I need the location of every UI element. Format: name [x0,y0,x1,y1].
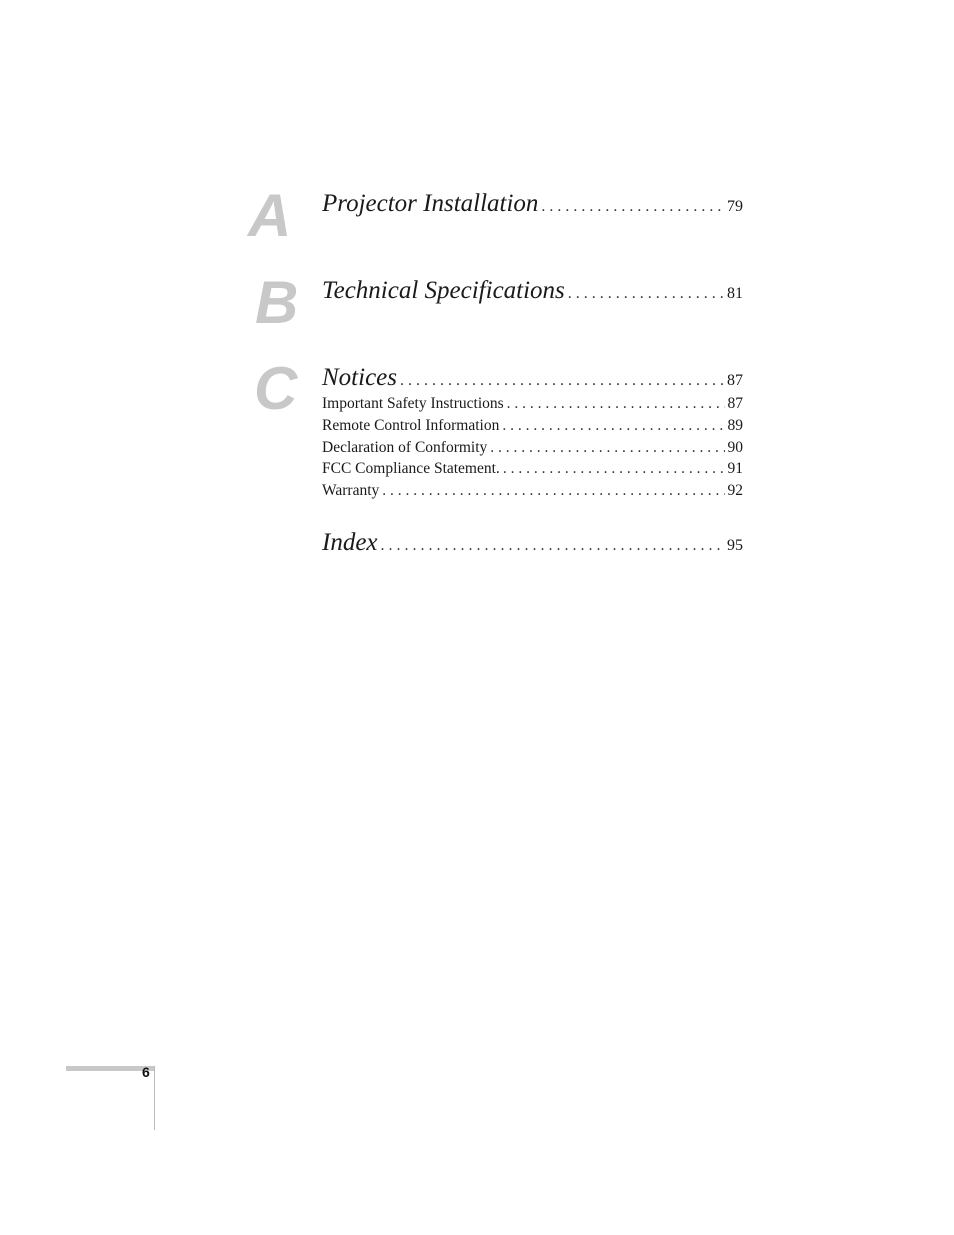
dot-leader [381,537,724,555]
dot-leader [507,395,725,413]
toc-entry-page: 79 [727,198,743,215]
toc-subentry-declaration-of-conformity[interactable] [322,439,743,457]
toc-entry-title: Projector Installation [322,190,539,217]
toc-subentry-important-safety-instructions[interactable] [322,395,743,413]
dot-leader [541,198,724,216]
toc-subentry-title: FCC Compliance Statement. [322,460,500,477]
toc-subentry-warranty[interactable] [322,482,743,500]
toc-entry-index[interactable] [322,529,743,557]
footer-vertical-line [154,1066,155,1130]
toc-entry-page: 81 [727,285,743,302]
toc-entry-title: Notices [322,364,397,391]
toc-entry-page: 87 [727,372,743,389]
toc-subentry-page: 89 [727,417,743,434]
toc-entry-notices[interactable] [322,364,743,392]
toc-subentry-title: Declaration of Conformity [322,439,488,456]
page-number: 6 [142,1064,150,1080]
toc-entry-title: Technical Specifications [322,277,565,304]
toc-entry-title: Index [322,529,378,556]
toc-entry-projector-installation[interactable] [322,190,743,218]
dot-leader [490,439,724,457]
toc-subentry-title: Important Safety Instructions [322,395,504,412]
dot-leader [400,372,724,390]
toc-subentry-title: Remote Control Information [322,417,500,434]
toc-subentry-fcc-compliance-statement[interactable] [322,460,743,478]
toc-entry-technical-specifications[interactable] [322,277,743,305]
toc-subentry-title: Warranty [322,482,380,499]
toc-subentry-page: 87 [727,395,743,412]
dot-leader [503,460,725,478]
section-letter-a: A [248,182,292,249]
toc-entry-page: 95 [727,537,743,554]
dot-leader [502,417,724,435]
section-letter-b: B [255,269,299,336]
toc-subentry-page: 91 [727,460,743,477]
toc-subentry-remote-control-information[interactable] [322,417,743,435]
dot-leader [568,285,724,303]
section-letter-c: C [254,355,298,422]
toc-subentry-page: 90 [727,439,743,456]
toc-subentry-page: 92 [727,482,743,499]
dot-leader [382,482,724,500]
